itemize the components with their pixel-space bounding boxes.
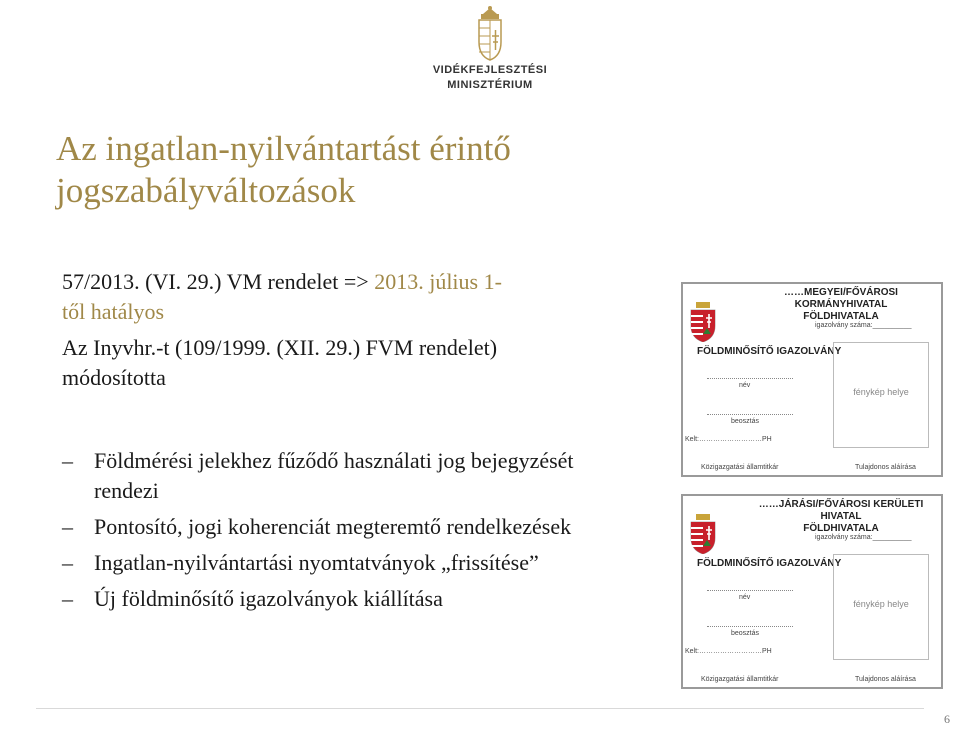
list-item <box>62 512 622 542</box>
list-item <box>62 446 622 506</box>
certificate-header-line1: ……JÁRÁSI/FŐVÁROSI KERÜLETI HIVATAL <box>758 499 924 522</box>
name-line <box>707 590 793 591</box>
footer-divider <box>36 708 924 709</box>
certificate-subtitle: FÖLDMINŐSÍTŐ IGAZOLVÁNY <box>697 558 842 569</box>
dash-bullet: – <box>62 448 73 473</box>
slide-title <box>56 128 756 212</box>
name-label: név <box>739 382 751 389</box>
coat-of-arms-icon <box>471 6 509 62</box>
title-line-1: Az ingatlan-nyilvántartást érintő <box>56 129 511 168</box>
list-item <box>62 584 622 614</box>
ministry-name-line1: VIDÉKFEJLESZTÉSI <box>432 64 548 76</box>
signature-left: Közigazgatási államtitkár <box>701 464 779 471</box>
bullet-list <box>62 446 622 620</box>
lead1-date: 2013. július 1- <box>374 269 502 294</box>
dash-bullet: – <box>62 514 73 539</box>
bullet-text: Földmérési jelekhez fűződő használati jog bejegyzését rendezi <box>94 448 574 503</box>
lead1-prefix: 57/2013. (VI. 29.) VM rendelet => <box>62 269 375 294</box>
lead-paragraph-1 <box>62 267 662 327</box>
page-number: 6 <box>944 712 950 726</box>
certificate-header-line2: FÖLDHIVATALA <box>803 311 879 322</box>
certificate-county <box>681 282 943 477</box>
certificate-district <box>681 494 943 689</box>
lead-text <box>62 267 662 399</box>
lead-paragraph-2 <box>62 333 662 393</box>
position-line <box>707 626 793 627</box>
position-label: beosztás <box>731 630 760 637</box>
lead2-line2: módosította <box>62 365 166 390</box>
title-line-2: jogszabályváltozások <box>56 171 356 210</box>
lead2-line1: Az Inyvhr.-t (109/1999. (XII. 29.) FVM rendelet) <box>62 335 498 360</box>
issue-date-label: Kelt:………………………PH <box>685 648 772 655</box>
list-item <box>62 548 622 578</box>
certificate-header <box>743 499 939 535</box>
ministry-logo <box>420 6 560 92</box>
issue-date-label: Kelt:………………………PH <box>685 436 772 443</box>
dash-bullet: – <box>62 586 73 611</box>
name-line <box>707 378 793 379</box>
photo-placeholder <box>833 554 929 660</box>
photo-label: fénykép helye <box>853 599 909 609</box>
signature-right: Tulajdonos aláírása <box>855 464 916 471</box>
certificate-header <box>743 287 939 323</box>
bullet-text: Pontosító, jogi koherenciát megteremtő rendelkezések <box>94 514 572 539</box>
ministry-name-line2: MINISZTÉRIUM <box>447 79 533 91</box>
id-number-label: igazolvány száma:__________ <box>815 322 912 329</box>
hungarian-crest-icon <box>689 302 717 342</box>
position-label: beosztás <box>731 418 760 425</box>
lead1-date-cont: től hatályos <box>62 299 165 324</box>
dash-bullet: – <box>62 550 73 575</box>
position-line <box>707 414 793 415</box>
name-label: név <box>739 594 751 601</box>
bullet-text: Ingatlan-nyilvántartási nyomtatványok „frissítése” <box>94 550 539 575</box>
photo-label: fénykép helye <box>853 387 909 397</box>
photo-placeholder <box>833 342 929 448</box>
signature-right: Tulajdonos aláírása <box>855 676 916 683</box>
certificate-header-line2: FÖLDHIVATALA <box>803 523 879 534</box>
bullet-text: Új földminősítő igazolványok kiállítása <box>94 586 443 611</box>
id-number-label: igazolvány száma:__________ <box>815 534 912 541</box>
certificate-subtitle: FÖLDMINŐSÍTŐ IGAZOLVÁNY <box>697 346 842 357</box>
signature-left: Közigazgatási államtitkár <box>701 676 779 683</box>
certificate-header-line1: ……MEGYEI/FŐVÁROSI KORMÁNYHIVATAL <box>784 287 898 310</box>
hungarian-crest-icon <box>689 514 717 554</box>
